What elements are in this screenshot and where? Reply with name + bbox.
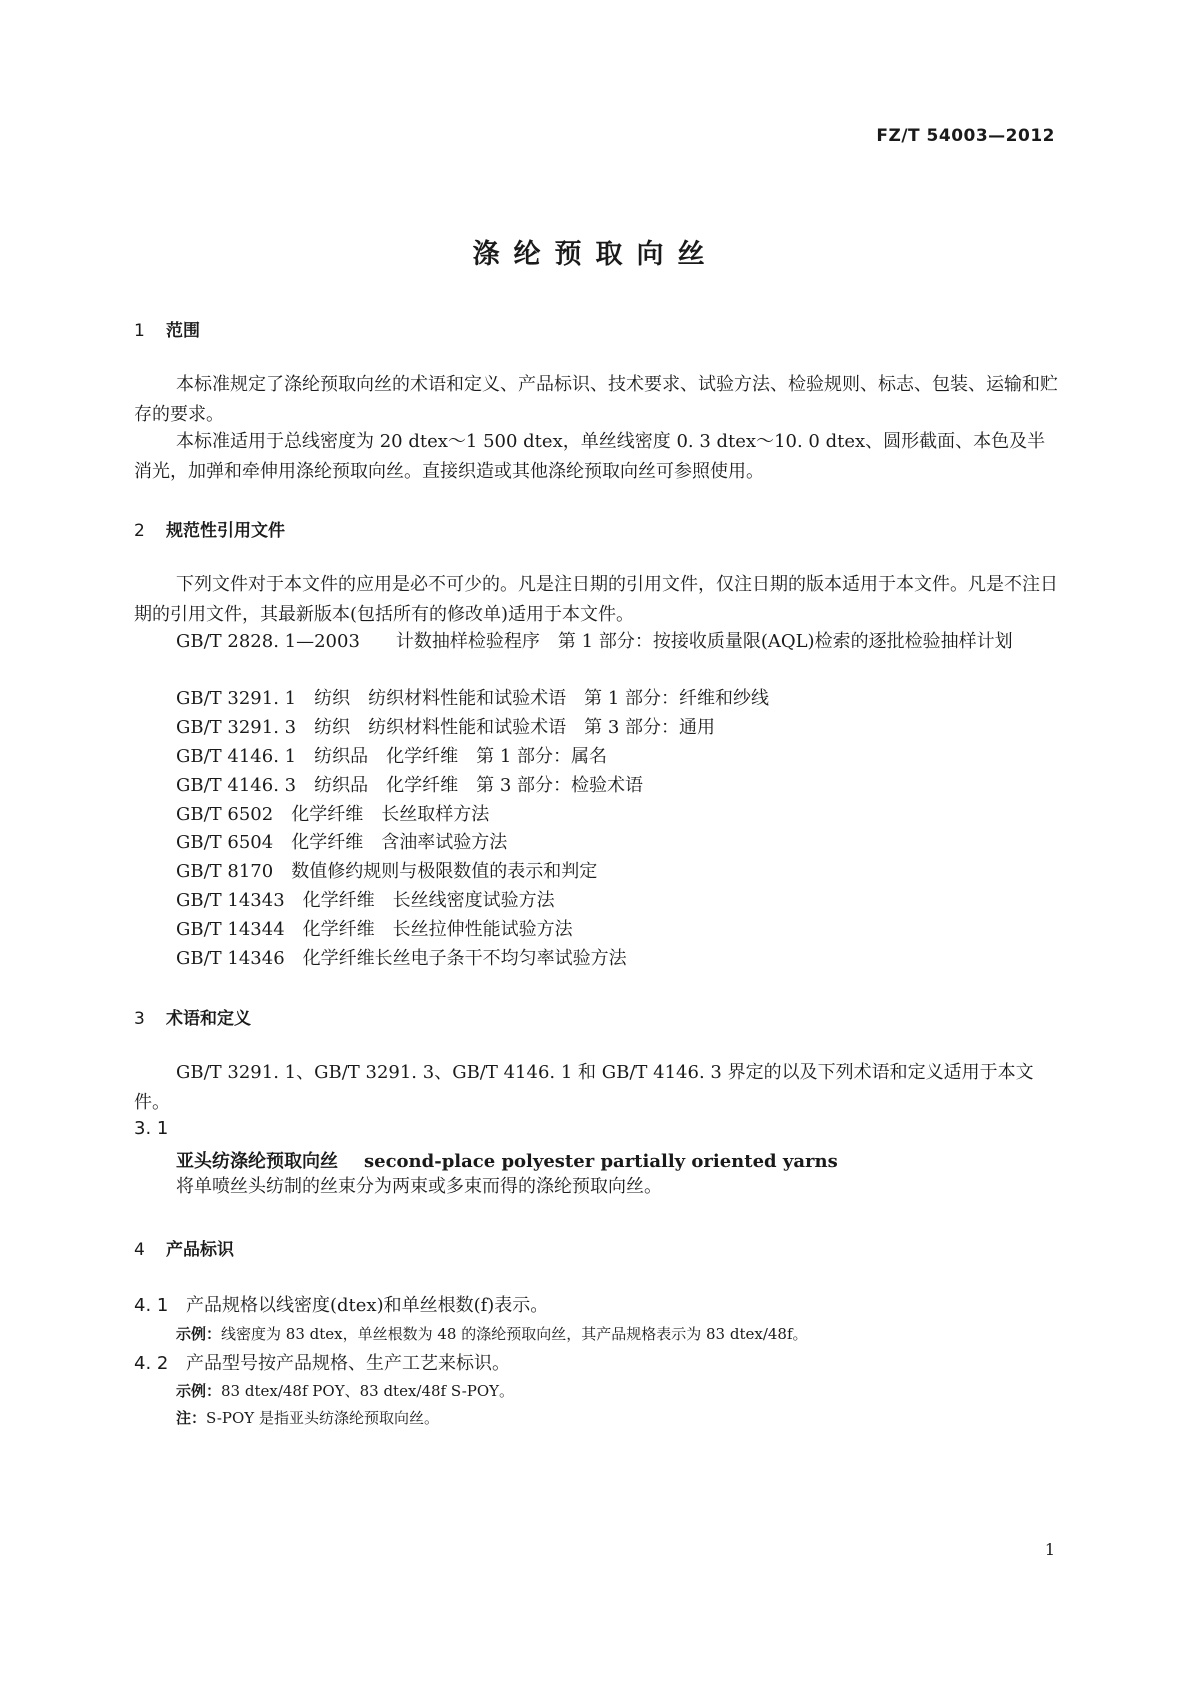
reference-item: GB/T 2828. 1—2003 计数抽样检验程序 第 1 部分：按接收质量限(AQL)检索的逐批检验抽样计划 — [176, 631, 1013, 652]
section-number: 4 — [134, 1240, 145, 1260]
section-number: 2 — [134, 521, 145, 541]
reference-item: GB/T 14343 化学纤维 长丝线密度试验方法 — [176, 890, 555, 911]
reference-item: GB/T 6504 化学纤维 含油率试验方法 — [176, 832, 508, 853]
section-title: 规范性引用文件 — [166, 521, 285, 541]
standard-code: FZ/T 54003—2012 — [876, 126, 1055, 146]
section-4-heading — [134, 1235, 234, 1260]
section-number: 1 — [134, 321, 145, 341]
section-2-heading — [134, 516, 285, 541]
example-4-2: 示例：83 dtex/48f POY、83 dtex/48f S-POY。 — [176, 1382, 515, 1400]
section-title: 范围 — [166, 321, 200, 341]
references-intro: 下列文件对于本文件的应用是必不可少的。凡是注日期的引用文件，仅注日期的版本适用于本文件。凡是不注日期的引用文件，其最新版本(包括所有的修改单)适用于本文件。 — [134, 574, 1058, 625]
section-title: 术语和定义 — [166, 1009, 251, 1029]
reference-item: GB/T 14346 化学纤维长丝电子条干不均匀率试验方法 — [176, 948, 627, 969]
clause-number: 3. 1 — [134, 1118, 169, 1139]
note-4-2: 注：S-POY 是指亚头纺涤纶预取向丝。 — [176, 1409, 439, 1427]
term-entry — [176, 1147, 838, 1173]
reference-item: GB/T 4146. 1 纺织品 化学纤维 第 1 部分：属名 — [176, 746, 608, 767]
terms-intro: GB/T 3291. 1、GB/T 3291. 3、GB/T 4146. 1 和 GB/T 4146. 3 界定的以及下列术语和定义适用于本文件。 — [134, 1062, 1034, 1113]
section-title: 产品标识 — [166, 1240, 234, 1260]
term-definition: 将单喷丝头纺制的丝束分为两束或多束而得的涤纶预取向丝。 — [176, 1176, 662, 1197]
reference-item: GB/T 8170 数值修约规则与极限数值的表示和判定 — [176, 861, 598, 882]
scope-paragraph-2: 本标准适用于总线密度为 20 dtex～1 500 dtex，单丝线密度 0. 3 dtex～10. 0 dtex、圆形截面、本色及半消光，加弹和牵伸用涤纶预取向丝。直接织造或其他涤纶预取向丝可参照使用。 — [134, 431, 1046, 482]
reference-item: GB/T 3291. 1 纺织 纺织材料性能和试验术语 第 1 部分：纤维和纱线 — [176, 688, 770, 709]
term-english: second-place polyester partially oriented yarns — [364, 1151, 838, 1172]
page-number: 1 — [1044, 1540, 1055, 1559]
reference-item: GB/T 3291. 3 纺织 纺织材料性能和试验术语 第 3 部分：通用 — [176, 717, 716, 738]
reference-item: GB/T 6502 化学纤维 长丝取样方法 — [176, 804, 490, 825]
document-title: 涤纶预取向丝 — [472, 239, 719, 270]
term-chinese: 亚头纺涤纶预取向丝 — [176, 1151, 338, 1172]
reference-item: GB/T 4146. 3 纺织品 化学纤维 第 3 部分：检验术语 — [176, 775, 644, 796]
section-3-heading — [134, 1004, 251, 1029]
clause-4-2: 4. 2 产品型号按产品规格、生产工艺来标识。 — [134, 1353, 510, 1374]
section-number: 3 — [134, 1009, 145, 1029]
clause-4-1: 4. 1 产品规格以线密度(dtex)和单丝根数(f)表示。 — [134, 1295, 549, 1316]
scope-paragraph-1: 本标准规定了涤纶预取向丝的术语和定义、产品标识、技术要求、试验方法、检验规则、标志、包装、运输和贮存的要求。 — [134, 374, 1058, 425]
reference-item: GB/T 14344 化学纤维 长丝拉伸性能试验方法 — [176, 919, 573, 940]
section-1-heading — [134, 316, 200, 341]
example-4-1: 示例：线密度为 83 dtex，单丝根数为 48 的涤纶预取向丝，其产品规格表示为 83 dtex/48f。 — [176, 1325, 808, 1343]
